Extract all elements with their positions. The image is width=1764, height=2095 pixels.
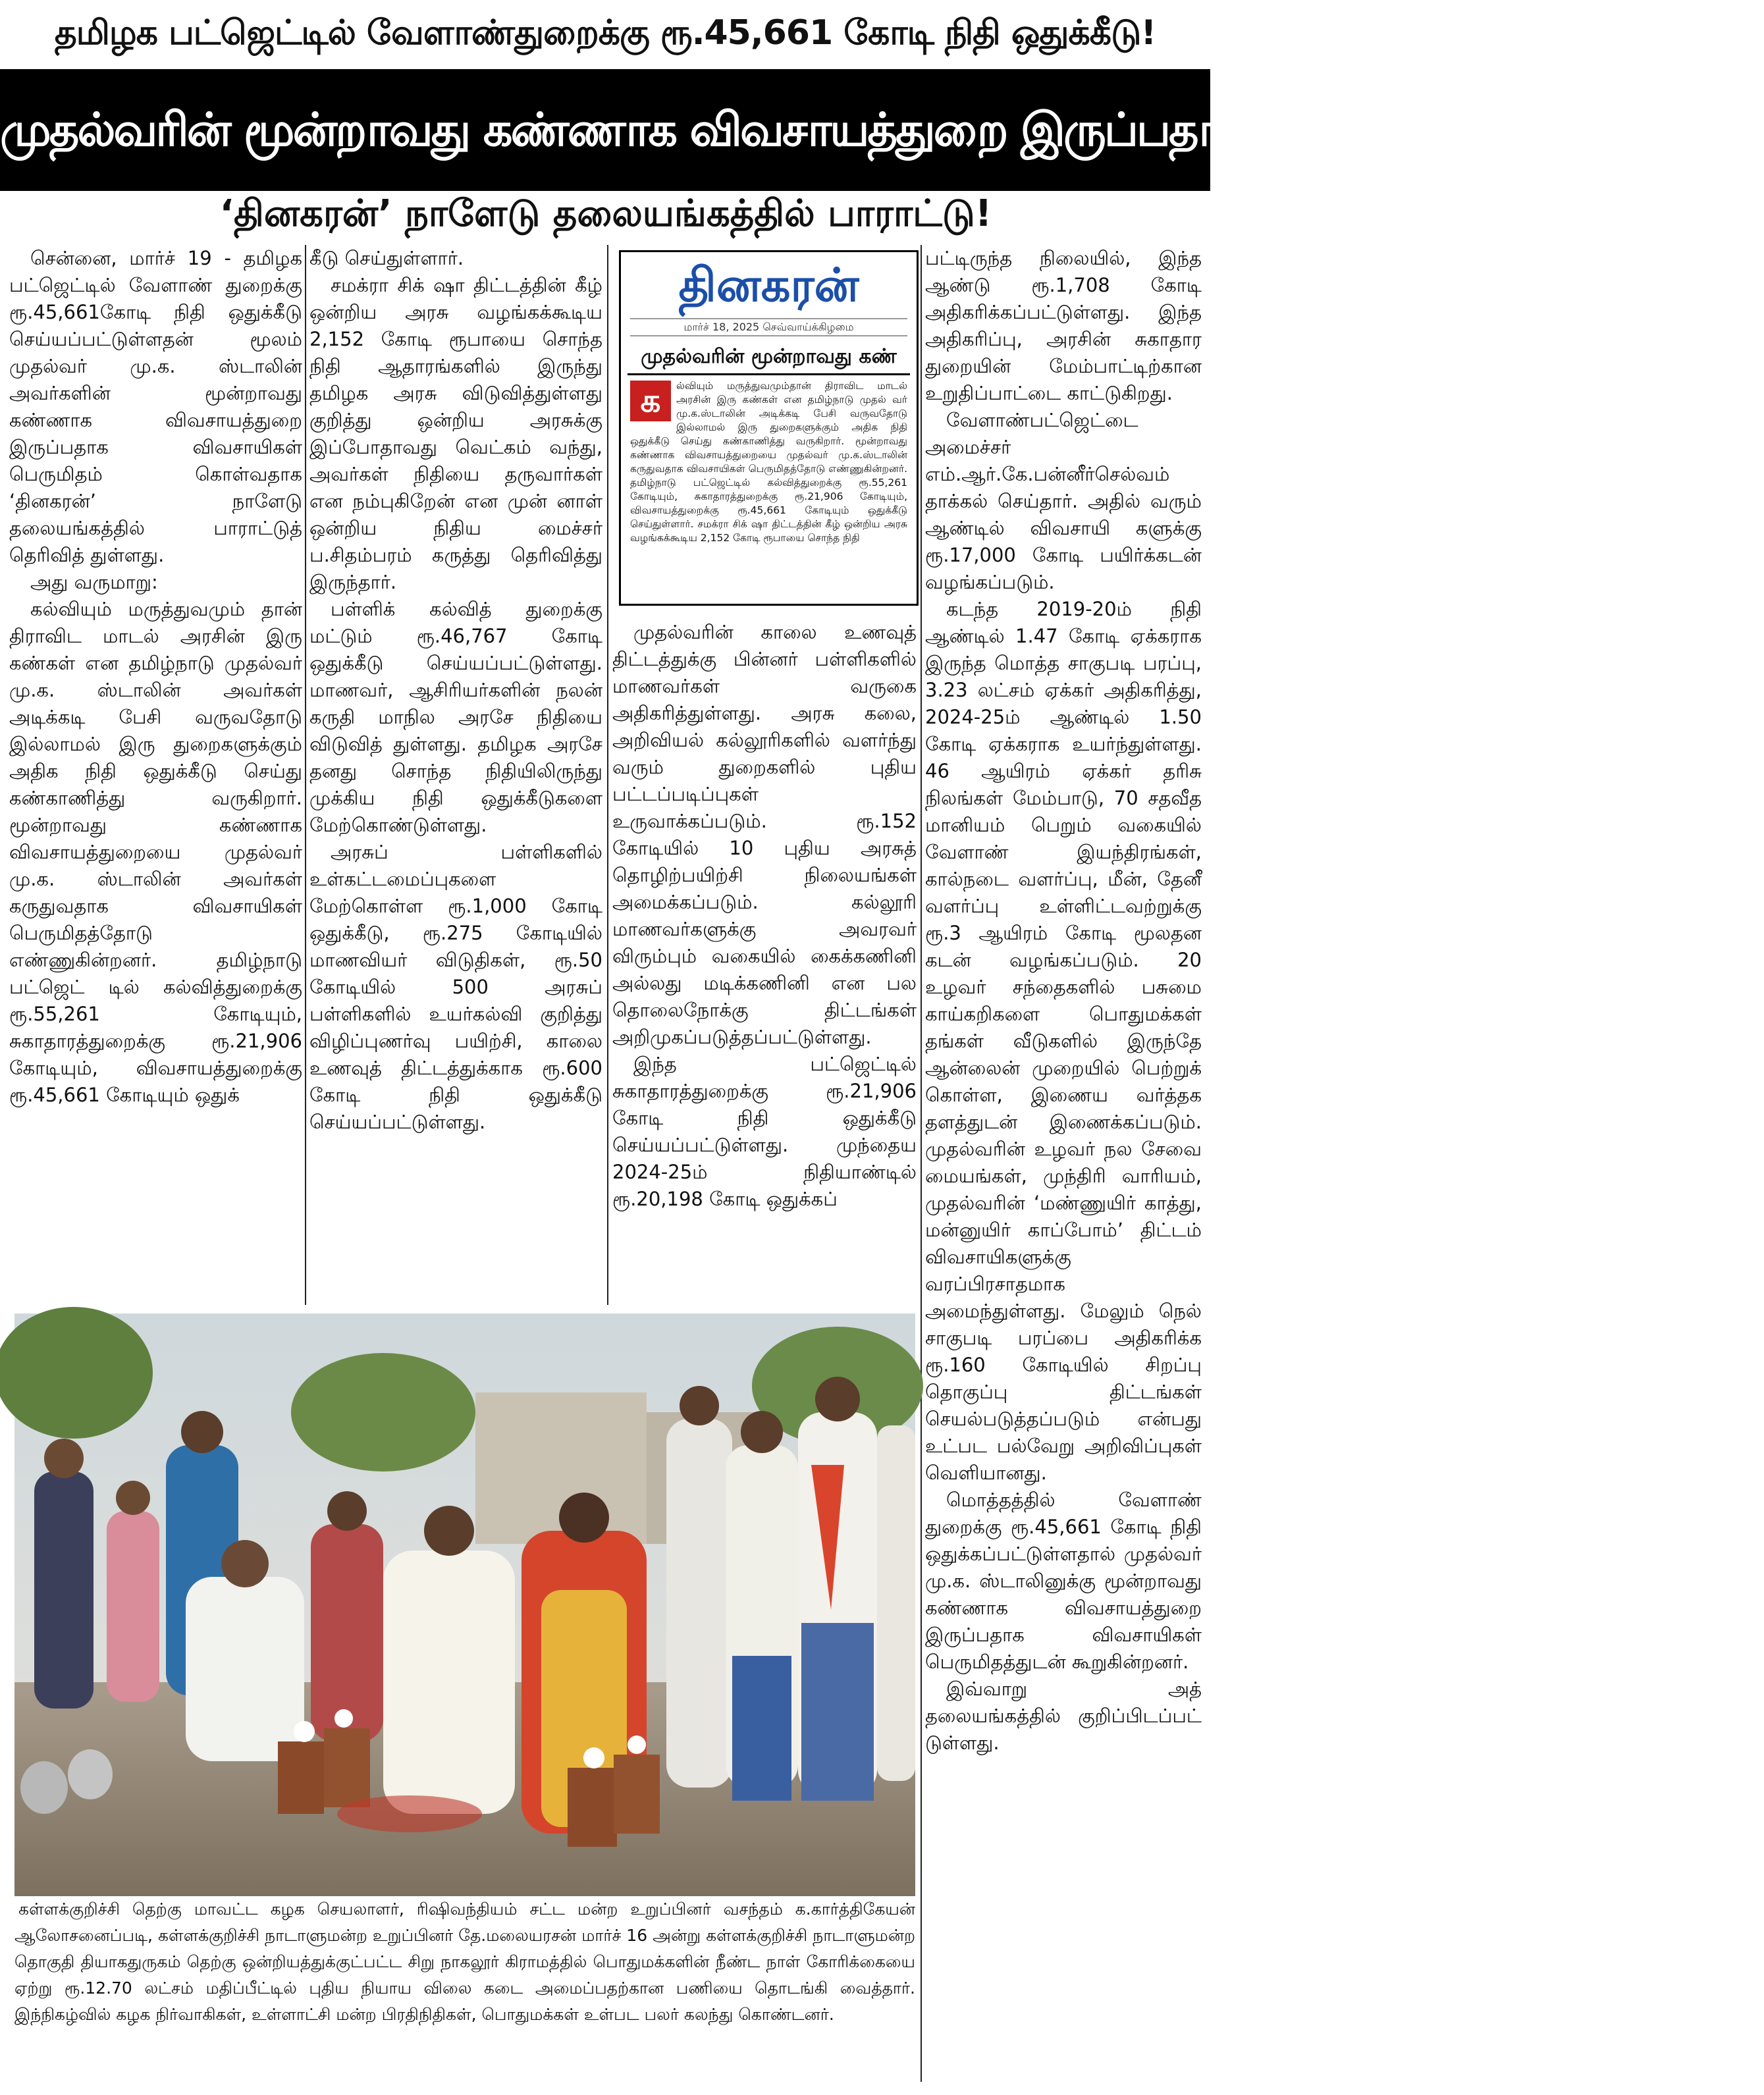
- article-column-4: [925, 245, 1202, 2088]
- paragraph: அது வருமாறு:: [30, 571, 158, 593]
- paragraph: இந்த பட்ஜெட்டில் சுகாதாரத்துறைக்கு ரூ.21,906 கோடி நிதி ஒதுக்கீடு செய்யப்பட்டுள்ளது. முந்தைய 2024-25ம் நிதியாண்டில் ரூ.20,198 கோடி ஒதுக்கப்: [612, 1053, 917, 1210]
- paragraph: இவ்வாறு அத் தலையங்கத்தில் குறிப்பிடப்பட் டுள்ளது.: [925, 1678, 1202, 1754]
- caption-text: கள்ளக்குறிச்சி தெற்கு மாவட்ட கழக செயலாளர், ரிஷிவந்தியம் சட்ட மன்ற உறுப்பினர் வசந்தம் க.கார்த்திகேயன் ஆலோசனைப்படி, கள்ளக்குறிச்சி நாடாளுமன்ற உறுப்பினர் தே.மலையரசன் மார்ச் 16 அன்று கள்ளக்குறிச்சி நாடாளுமன்ற தொகுதி தியாகதுருகம் தெற்கு ஒன்றியத்துக்குட்பட்ட சிறு நாகலூர் கிராமத்தில் பொதுமக்களின் நீண்ட நாள் கோரிக்கையை ஏற்று ரூ.12.70 லட்சம் மதிப்பீட்டில் புதிய நியாய விலை கடை அமைப்பதற்கான பணியை தொடங்கி வைத்தார். இந்நிகழ்வில் கழக நிர்வாகிகள், உள்ளாட்சி மன்ற பிரதிநிதிகள், பொதுமக்கள் உள்பட பலர் கலந்து கொண்டனர்.: [14, 1899, 916, 2024]
- main-headline: முதல்வரின் மூன்றாவது கண்ணாக விவசாயத்துறை இருப்பதாக விவசாயிகள் பெருமிதம்!: [0, 69, 1210, 191]
- paragraph: கடந்த 2019-20ம் நிதி ஆண்டில் 1.47 கோடி ஏக்கராக இருந்த மொத்த சாகுபடி பரப்பு, 3.23 லட்சம் ஏக்கர் அதிகரித்து, 2024-25ம் ஆண்டில் 1.50 கோடி ஏக்கராக உயர்ந்துள்ளது. 46 ஆயிரம் ஏக்கர் தரிசு நிலங்கள் மேம்பாடு, 70 சதவீத மானியம் பெறும் வகையில் வேளாண் இயந்திரங்கள், கால்நடை வளர்ப்பு, மீன், தேனீ வளர்ப்பு உள்ளிட்டவற்றுக்கு ரூ.3 ஆயிரம் கோடி மூலதன கடன் வழங்கப்படும். 20 உழவர் சந்தைகளில் பசுமை காய்கறிகளை பொதுமக்கள் தங்கள் வீடுகளில் இருந்தே ஆன்லைன் முறையில் பெற்றுக் கொள்ள, இணைய வர்த்தக தளத்துடன் இணைக்கப்படும். முதல்வரின் உழவர் நல சேவை மையங்கள், முந்திரி வாரியம், முதல்வரின் ‘மண்ணுயிர் காத்து, மன்னுயிர் காப்போம்’ திட்டம் விவசாயிகளுக்கு வரப்பிரசாதமாக அமைந்துள்ளது. மேலும் நெல் சாகுபடி பரப்பை அதிகரிக்க ரூ.160 கோடியில் சிறப்பு தொகுப்பு திட்டங்கள் செயல்படுத்தப்படும் என்பது உட்பட பல்வேறு அறிவிப்புகள் வெளியானது.: [925, 598, 1202, 1484]
- paragraph: கீடு செய்துள்ளார்.: [309, 247, 464, 269]
- column-rule: [921, 245, 922, 2082]
- clipping-body: [621, 379, 917, 545]
- paragraph: வேளாண்பட்ஜெட்டை அமைச்சர் எம்.ஆர்.கே.பன்னீர்செல்வம் தாக்கல் செய்தார். அதில் வரும் ஆண்டில் விவசாயி களுக்கு ரூ.17,000 கோடி பயிர்க்கடன் வழங்கப்படும்.: [925, 409, 1202, 593]
- paragraph: முதல்வரின் காலை உணவுத் திட்டத்துக்கு பின்னர் பள்ளிகளில் மாணவர்கள் வருகை அதிகரித்துள்ளது. அரசு கலை, அறிவியல் கல்லூரிகளில் வளர்ந்து வரும் துறைகளில் புதிய பட்டப்படிப்புகள் உருவாக்கப்படும். ரூ.152 கோடியில் 10 புதிய அரசுத் தொழிற்பயிற்சி நிலையங்கள் அமைக்கப்படும். கல்லூரி மாணவர்களுக்கு அவரவர் விரும்பும் வகையில் கைக்கணினி அல்லது மடிக்கணினி என பல தொலைநோக்கு திட்டங்கள் அறிமுகப்படுத்தப்பட்டுள்ளது.: [612, 621, 917, 1048]
- newspaper-masthead: தினகரன்: [678, 257, 859, 312]
- sub-headline: ‘தினகரன்’ நாளேடு தலையங்கத்தில் பாராட்டு!: [219, 192, 992, 235]
- paragraph: பட்டிருந்த நிலையில், இந்த ஆண்டு ரூ.1,708 கோடி அதிகரிக்கப்பட்டுள்ளது. இந்த அதிகரிப்பு, அரசின் சுகாதார துறையின் மேம்பாட்டிற்கான உறுதிப்பாட்டை காட்டுகிறது.: [925, 247, 1202, 404]
- photo-caption: [14, 1896, 915, 2081]
- photo-scene: [14, 1313, 915, 1896]
- dinakaran-clipping: [619, 250, 919, 606]
- clipping-dateline: மார்ச் 18, 2025 செவ்வாய்க்கிழமை: [630, 318, 907, 336]
- paragraph: சென்னை, மார்ச் 19 - தமிழக பட்ஜெட்டில் வேளாண் துறைக்கு ரூ.45,661கோடி நிதி ஒதுக்கீடு செய்யப்பட்டுள்ளதன் மூலம் முதல்வர் மு.க. ஸ்டாலின் அவர்களின் மூன்றாவது கண்ணாக விவசாயத்துறை இருப்பதாக விவசாயிகள் பெருமிதம் கொள்வதாக ‘தினகரன்’ நாளேடு தலையங்கத்தில் பாராட்டுத் தெரிவித் துள்ளது.: [9, 247, 302, 566]
- column-rule: [607, 245, 608, 1305]
- event-photo: [14, 1313, 915, 1896]
- clipping-headline: முதல்வரின் மூன்றாவது கண்: [628, 340, 910, 375]
- drop-cap: க: [630, 381, 671, 421]
- paragraph: சமக்ரா சிக் ஷா திட்டத்தின் கீழ் ஒன்றிய அரசு வழங்கக்கூடிய 2,152 கோடி ரூபாயை சொந்த நிதி ஆதாரங்களில் இருந்து தமிழக அரசு விடுவித்துள்ளது குறித்து ஒன்றிய அரசுக்கு இப்போதாவது வெட்கம் வந்து, அவர்கள் நிதியை தருவார்கள் என நம்புகிறேன் என முன் னாள் ஒன்றிய நிதிய மைச்சர் ப.சிதம்பரம் கருத்து தெரிவித்து இருந்தார்.: [309, 274, 602, 593]
- clipping-text: ல்வியும் மருத்துவமும்தான் திராவிட மாடல் அரசின் இரு கண்கள் என தமிழ்நாடு முதல் வர் மு.க.ஸ்டாலின் அடிக்கடி பேசி வருவதோடு இல்லாமல் இரு துறைகளுக்கும் அதிக நிதி ஒதுக்கீடு செய்து கண்காணித்து வருகிறார். மூன்றாவது கண்ணாக விவசாயத்துறையை முதல்வர் மு.க.ஸ்டாலின் கருதுவதாக விவசாயிகள் பெருமிதத்தோடு எண்ணுகின்றனர். தமிழ்நாடு பட்ஜெட்டில் கல்வித்துறைக்கு ரூ.55,261 கோடியும், சுகாதாரத்துறைக்கு ரூ.21,906 கோடியும், விவசாயத்துறைக்கு ரூ.45,661 கோடியும் ஒதுக்கீடு செய்துள்ளார். சமக்ரா சிக் ஷா திட்டத்தின் கீழ் ஒன்றிய அரசு வழங்கக்கூடிய 2,152 கோடி ரூபாயை சொந்த நிதி: [630, 380, 907, 544]
- paragraph: மொத்தத்தில் வேளாண் துறைக்கு ரூ.45,661 கோடி நிதி ஒதுக்கப்பட்டுள்ளதால் முதல்வர் மு.க. ஸ்டாலினுக்கு மூன்றாவது கண்ணாக விவசாயத்துறை இருப்பதாக விவசாயிகள் பெருமிதத்துடன் கூறுகின்றனர்.: [925, 1489, 1202, 1673]
- article-column-1: [9, 245, 302, 1312]
- article-column-3: [612, 619, 917, 1310]
- top-headline: தமிழக பட்ஜெட்டில் வேளாண்துறைக்கு ரூ.45,661 கோடி நிதி ஒதுக்கீடு!: [54, 13, 1156, 53]
- paragraph: கல்வியும் மருத்துவமும் தான் திராவிட மாடல் அரசின் இரு கண்கள் என தமிழ்நாடு முதல்வர் மு.க. ஸ்டாலின் அவர்கள் அடிக்கடி பேசி வருவதோடு இல்லாமல் இரு துறைகளுக்கும் அதிக நிதி ஒதுக்கீடு செய்து கண்காணித்து வருகிறார். மூன்றாவது கண்ணாக விவசாயத்துறையை முதல்வர் மு.க. ஸ்டாலின் அவர்கள் கருதுவதாக விவசாயிகள் பெருமிதத்தோடு எண்ணுகின்றனர். தமிழ்நாடு பட்ஜெட் டில் கல்வித்துறைக்கு ரூ.55,261 கோடியும், சுகாதாரத்துறைக்கு ரூ.21,906 கோடியும், விவசாயத்துறைக்கு ரூ.45,661 கோடியும் ஒதுக்: [9, 598, 302, 1106]
- paragraph: பள்ளிக் கல்வித் துறைக்கு மட்டும் ரூ.46,767 கோடி ஒதுக்கீடு செய்யப்பட்டுள்ளது. மாணவர், ஆசிரியர்களின் நலன் கருதி மாநில அரசே நிதியை விடுவித் துள்ளது. தமிழக அரசே தனது சொந்த நிதியிலிருந்து முக்கிய நிதி ஒதுக்கீடுகளை மேற்கொண்டுள்ளது.: [309, 598, 602, 836]
- article-column-2: [309, 245, 602, 1312]
- paragraph: அரசுப் பள்ளிகளில் உள்கட்டமைப்புகளை மேற்கொள்ள ரூ.1,000 கோடி ஒதுக்கீடு, ரூ.275 கோடியில் மாணவியர் விடுதிகள், ரூ.50 கோடியில் 500 அரசுப் பள்ளிகளில் உயர்கல்வி குறித்து விழிப்புணர்வு பயிற்சி, காலை உணவுத் திட்டத்துக்காக ரூ.600 கோடி நிதி ஒதுக்கீடு செய்யப்பட்டுள்ளது.: [309, 841, 602, 1133]
- column-rule: [305, 245, 306, 1305]
